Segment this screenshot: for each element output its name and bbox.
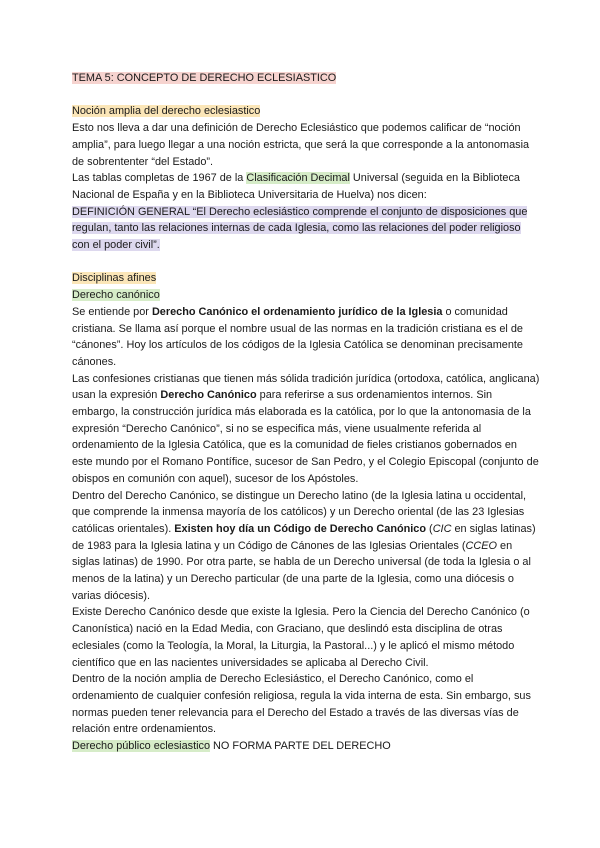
paragraph-canonico-3: [72, 488, 540, 605]
italic-cceo: CCEO: [465, 539, 497, 552]
text-run: en siglas latinas) de 1983 para la Iglesia latina y un Código de Cánones de las Iglesias Orientales (: [72, 522, 536, 552]
text-run: para referirse a sus ordenamientos internos. Sin embargo, la construcción jurídica más elaborada es la católica, por lo que la antonomasia de la expresión “Derecho Canónico”, si no se especifica más, viene usualmente referida al ordenamiento de la Iglesia Católica, que es la comunidad de fieles cristianos gobernados en este mundo por el Romano Pontífice, sucesor de San Pedro, y el Colegio Episcopal (conjunto de obispos en comunión con aquel), sucesor de los Apóstoles.: [72, 389, 539, 485]
paragraph-canonico-5: Dentro de la noción amplia de Derecho Eclesiástico, el Derecho Canónico, como el ordenamiento de cualquier confesión religiosa, regula la vida interna de esta. Sin embargo, sus normas pueden tener relevancia para el Derecho del Estado a través de las diversas vías de relación entre ordenamientos.: [72, 673, 531, 736]
text-run: Universal (seguida en la Biblioteca Nacional de España y en la Biblioteca Universitaria de Huelva) nos dicen:: [72, 172, 520, 201]
paragraph-derecho-publico: [72, 738, 540, 755]
spacer: [72, 254, 540, 271]
subheading-text: Derecho canónico: [72, 289, 160, 302]
highlight-derecho-publico: Derecho público eclesiastico: [72, 740, 211, 753]
paragraph-nocion-1: Esto nos lleva a dar una definición de Derecho Eclesiástico que podemos calificar de “noción amplia”, para luego llegar a una noción estricta, que será la que corresponde a la antonomasia de sobrententer “del Estado”.: [72, 122, 530, 168]
subheading-derecho-canonico: [72, 287, 540, 304]
italic-cic: CIC: [432, 522, 452, 535]
text-run: NO FORMA PARTE DEL DERECHO: [210, 740, 391, 753]
text-run: Las tablas completas de 1967 de la: [72, 172, 247, 185]
text-run: (: [426, 522, 433, 535]
text-run: Dentro del Derecho Canónico, se distingue un Derecho latino (de la Iglesia latina u occidental, que comprende la inmensa mayoría de los católicos) y un Derecho oriental (de las 23 Iglesias católicas orientales).: [72, 489, 527, 535]
highlight-clasificacion: Clasificación Decimal: [246, 172, 350, 185]
bold-text: Derecho Canónico: [160, 389, 257, 402]
paragraph-nocion-2: [72, 170, 540, 203]
definition-paragraph: [72, 204, 540, 254]
spacer: [72, 87, 540, 104]
section-heading-disciplinas: [72, 270, 540, 287]
bold-text: Derecho Canónico el ordenamiento jurídico de la Iglesia: [151, 305, 443, 318]
text-run: Se entiende por: [72, 305, 152, 318]
title-highlight: TEMA 5: CONCEPTO DE DERECHO ECLESIASTICO: [72, 72, 337, 84]
paragraph-canonico-1: [72, 304, 540, 371]
text-run: o comunidad cristiana. Se llama así porque el nombre usual de las normas en la tradición cristiana es el de “cánones”. Hoy los artículos de los códigos de la Iglesia Católica se denominan precisamente cánones.: [72, 305, 523, 368]
document-title: [72, 70, 540, 87]
definition-text: “El Derecho eclesiástico comprende el conjunto de disposiciones que regulan, tanto las relaciones internas de cada Iglesia, como las relaciones del poder religioso con el poder civil”.: [72, 205, 528, 252]
definition-label: DEFINICIÓN GENERAL: [72, 205, 190, 218]
section-heading-text: Disciplinas afines: [72, 272, 157, 285]
text-run: en siglas latinas) de 1990. Por otra parte, se habla de un Derecho universal (de toda la Iglesia o al menos de la latina) y un Derecho particular (de una parte de la Iglesia, como una diócesis o varias diócesis).: [72, 539, 531, 602]
section-heading-text: Noción amplia del derecho eclesiastico: [72, 105, 261, 118]
paragraph-canonico-2: [72, 371, 540, 488]
text-run: Las confesiones cristianas que tienen más sólida tradición jurídica (ortodoxa, católica, anglicana) usan la expresión: [72, 372, 540, 402]
paragraph-canonico-4: Existe Derecho Canónico desde que existe la Iglesia. Pero la Ciencia del Derecho Canónico (o Canonística) nació en la Edad Media, con Graciano, que deslindó esta disciplina de otras eclesiales (como la Teología, la Moral, la Liturgia, la Pastoral...) y le aplicó el mismo método científico que en las nacientes universidades se aplicaba al Derecho Civil.: [72, 606, 530, 669]
bold-text: Existen hoy día un Código de Derecho Canónico: [174, 522, 427, 535]
section-heading-nocion: [72, 103, 540, 120]
